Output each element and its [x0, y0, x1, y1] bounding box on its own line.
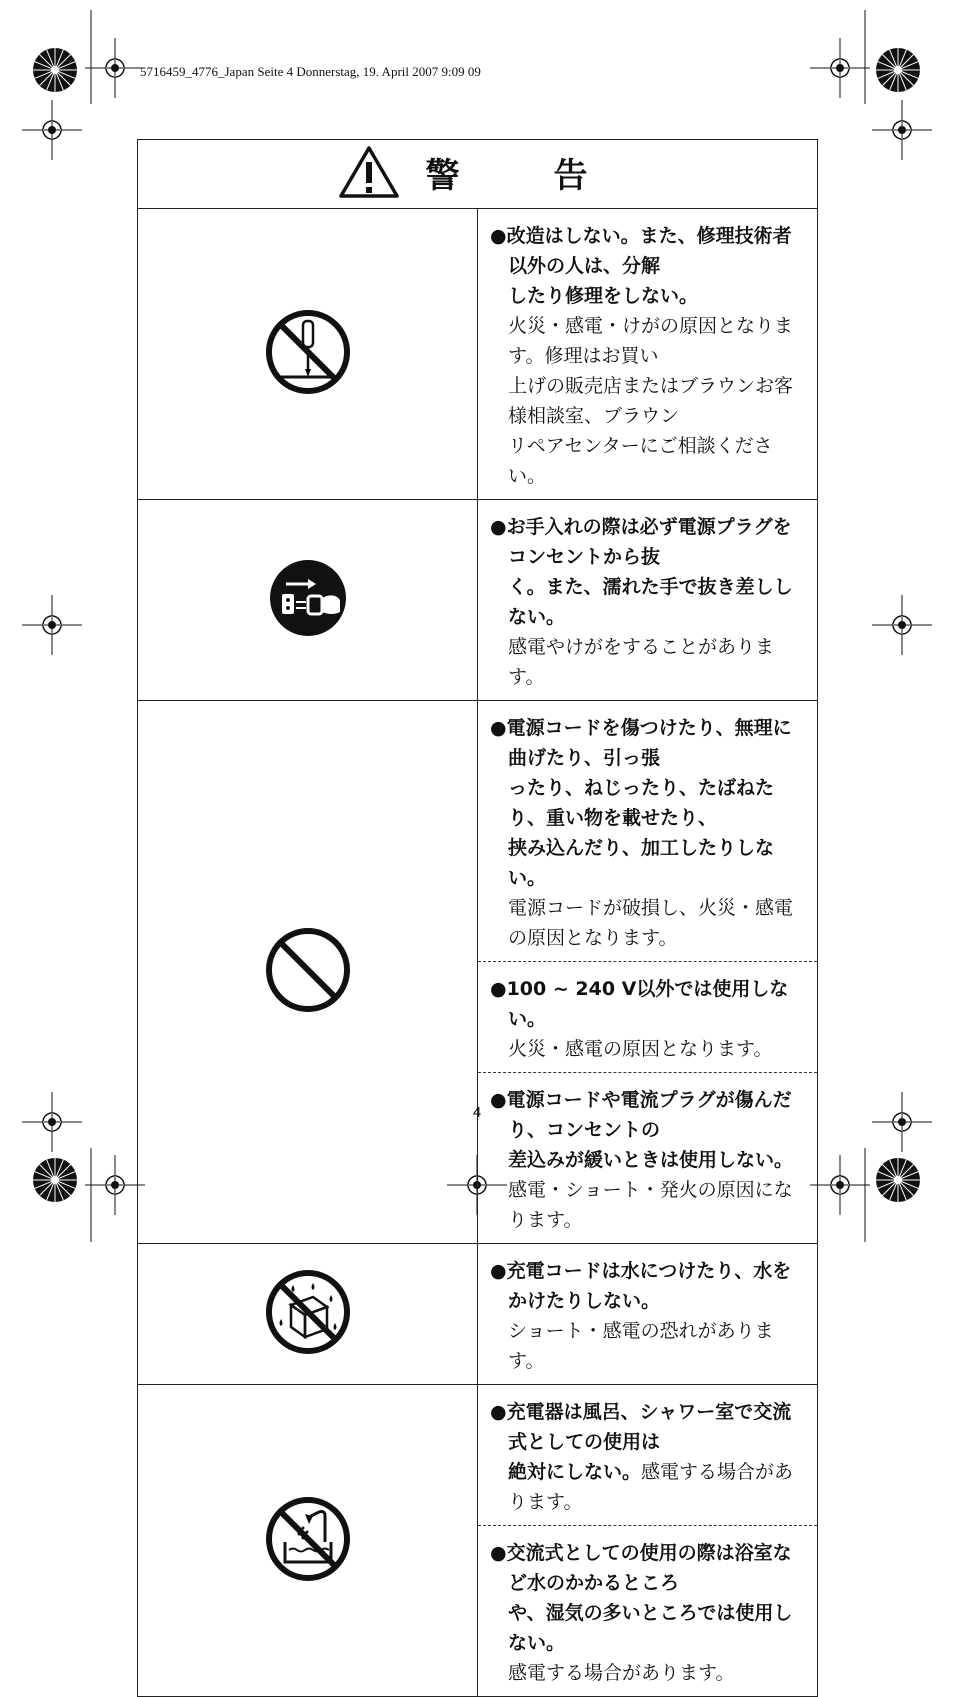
burst-mark-bottom-left — [33, 1158, 77, 1202]
warning-triangle-icon — [338, 145, 400, 199]
warning-detail: 電源コードが破損し、火災・感電の原因となります。 — [508, 897, 794, 949]
burst-mark-bottom-right — [876, 1158, 920, 1202]
warning-heading: 絶対にしない。 — [508, 1461, 642, 1483]
warning-heading: ●改造はしない。また、修理技術者以外の人は、分解 — [490, 225, 792, 277]
warning-heading: 挟み込んだり、加工したりしない。 — [508, 837, 775, 889]
warning-heading: ●電源コードを傷つけたり、無理に曲げたり、引っ張 — [490, 717, 792, 769]
warning-heading: ●電源コードや電流プラグが傷んだり、コンセントの — [490, 1089, 792, 1141]
warning-detail: リペアセンターにご相談ください。 — [508, 435, 773, 487]
no-water-icon — [263, 1267, 353, 1357]
burst-mark-top-left — [33, 48, 77, 92]
warning-detail: 感電する場合があります。 — [508, 1662, 735, 1684]
warning-row — [138, 1244, 818, 1385]
warning-row — [138, 500, 818, 701]
warning-detail: 感電する場合があります。 — [508, 1461, 794, 1513]
unplug-icon — [268, 558, 348, 638]
prohibition-icon — [263, 925, 353, 1015]
warning-table — [137, 139, 818, 1697]
warning-heading: ●充電器は風呂、シャワー室で交流式としての使用は — [490, 1401, 792, 1453]
warning-heading: く。また、濡れた手で抜き差ししない。 — [508, 576, 793, 628]
page-number: 4 — [472, 1104, 482, 1121]
warning-heading: したり修理をしない。 — [508, 285, 699, 307]
warning-row — [138, 701, 818, 1244]
warning-detail: ショート・感電の恐れがあります。 — [508, 1320, 774, 1372]
warning-heading: や、湿気の多いところでは使用しない。 — [508, 1602, 793, 1654]
burst-mark-top-right — [876, 48, 920, 92]
warning-row — [138, 209, 818, 500]
warning-heading: ●お手入れの際は必ず電源プラグをコンセントから抜 — [490, 516, 792, 568]
warning-heading: ●充電コードは水につけたり、水をかけたりしない。 — [490, 1260, 792, 1312]
warning-detail: 火災・感電の原因となります。 — [508, 1038, 773, 1060]
no-bath-icon — [263, 1494, 353, 1584]
warning-detail: 感電やけがをすることがあります。 — [508, 636, 775, 688]
warning-heading: ったり、ねじったり、たばねたり、重い物を載せたり、 — [508, 777, 775, 829]
page-title: 警 告 — [425, 155, 618, 196]
warning-heading: ●交流式としての使用の際は浴室など水のかかるところ — [490, 1542, 792, 1594]
no-disassembly-icon — [263, 307, 353, 397]
warning-heading: 差込みが緩いときは使用しない。 — [508, 1149, 794, 1171]
warning-heading: ●100 ~ 240 V以外では使用しない。 — [490, 978, 789, 1030]
print-header: 5716459_4776_Japan Seite 4 Donnerstag, 19. April 2007 9:09 09 — [140, 64, 481, 79]
warning-detail: 火災・感電・けがの原因となります。修理はお買い — [508, 315, 794, 367]
warning-title-cell — [138, 140, 818, 209]
warning-row — [138, 1385, 818, 1697]
warning-detail: 感電・ショート・発火の原因になります。 — [508, 1179, 793, 1231]
warning-detail: 上げの販売店またはブラウンお客様相談室、ブラウン — [508, 375, 794, 427]
